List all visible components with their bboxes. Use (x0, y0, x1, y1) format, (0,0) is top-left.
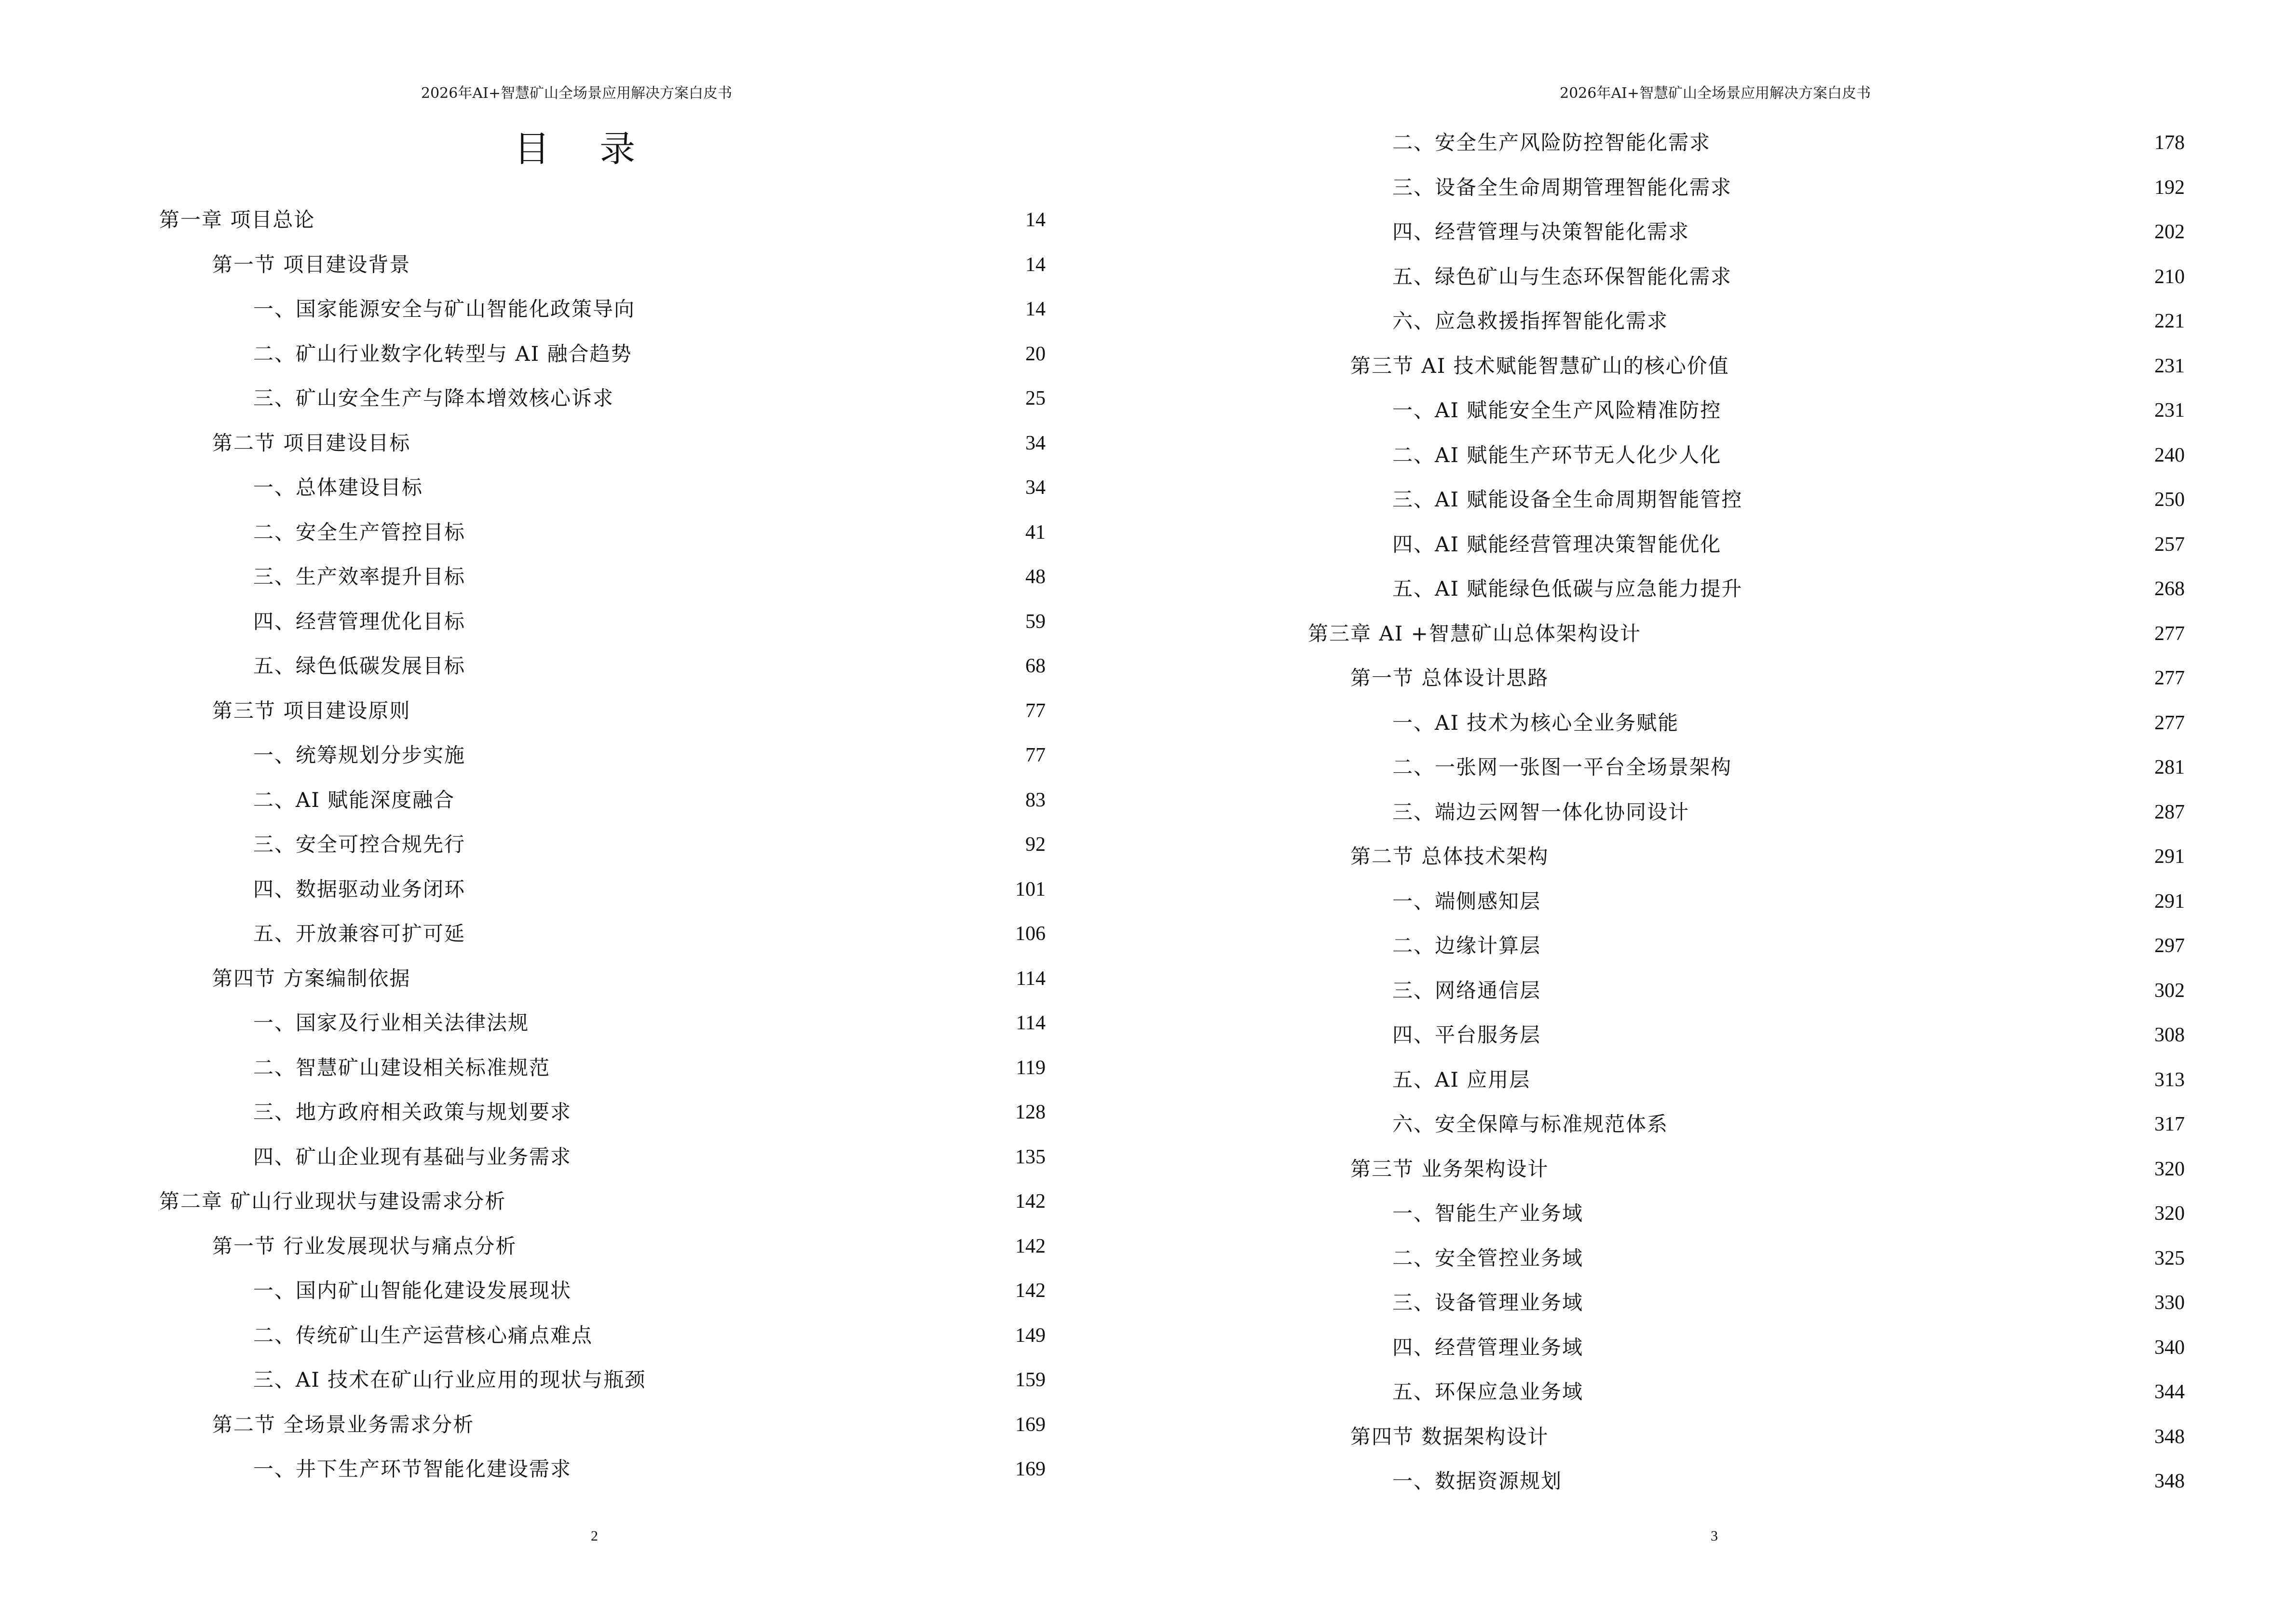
toc-entry-page-number: 169 (1015, 1413, 1046, 1436)
toc-entry-page-number: 14 (1025, 253, 1046, 276)
dot-leader (1553, 1156, 2148, 1183)
toc-entry-label: 六、应急救援指挥智能化需求 (1392, 309, 1669, 333)
toc-section-entry[interactable] (0, 421, 1046, 466)
toc-entry-label: 第一节 行业发展现状与痛点分析 (212, 1234, 517, 1258)
toc-entry-label: 二、传统矿山生产运营核心痛点难点 (253, 1323, 593, 1347)
dot-leader (1737, 754, 2148, 781)
toc-entry-page-number: 231 (2154, 399, 2185, 422)
toc-entry-page-number: 68 (1025, 655, 1046, 678)
toc-section-entry[interactable] (1144, 1415, 2185, 1460)
toc-subsection-entry[interactable] (1144, 1370, 2185, 1415)
dot-leader (1734, 353, 2148, 380)
toc-entry-page-number: 192 (2154, 176, 2185, 199)
dot-leader (1567, 1468, 2148, 1495)
dot-leader (576, 1456, 1008, 1483)
dot-leader (1737, 263, 2148, 290)
toc-subsection-entry[interactable] (1144, 924, 2185, 969)
toc-entry-label: 四、经营管理业务域 (1392, 1335, 1584, 1359)
toc-entry-label: 第三章 AI +智慧矿山总体架构设计 (1308, 621, 1641, 645)
toc-section-entry[interactable] (0, 243, 1046, 287)
toc-entry-page-number: 34 (1025, 477, 1046, 499)
toc-entry-label: 五、AI 赋能绿色低碳与应急能力提升 (1392, 577, 1743, 601)
dot-leader (1588, 1378, 2148, 1406)
toc-entry-label: 第三节 AI 技术赋能智慧矿山的核心价值 (1350, 354, 1729, 378)
toc-entry-label: 三、设备管理业务域 (1392, 1291, 1584, 1315)
toc-subsection-entry[interactable] (1144, 1102, 2185, 1147)
dot-leader (460, 787, 1019, 814)
dot-leader (1747, 486, 2148, 513)
dot-leader (1553, 1423, 2148, 1450)
toc-entry-label: 一、端侧感知层 (1392, 889, 1541, 913)
toc-entry-label: 第一节 总体设计思路 (1350, 666, 1549, 690)
dot-leader (1747, 575, 2148, 602)
toc-entry-label: 第三节 业务架构设计 (1350, 1157, 1549, 1181)
toc-subsection-entry[interactable] (1144, 433, 2185, 478)
toc-section-entry[interactable] (0, 956, 1046, 1001)
toc-subsection-entry[interactable] (1144, 1325, 2185, 1370)
toc-subsection-entry[interactable] (0, 376, 1046, 421)
toc-entry-label: 第二节 总体技术架构 (1350, 845, 1549, 869)
dot-leader (428, 474, 1019, 501)
toc-entry-page-number: 149 (1015, 1324, 1046, 1347)
toc-entry-label: 三、AI 赋能设备全生命周期智能管控 (1392, 488, 1743, 512)
toc-chapter-entry[interactable] (1144, 612, 2185, 656)
dot-leader (470, 563, 1019, 590)
toc-subsection-entry[interactable] (0, 867, 1046, 912)
toc-entry-label: 三、AI 技术在矿山行业应用的现状与瓶颈 (253, 1368, 646, 1392)
dot-leader (470, 653, 1019, 680)
right-page (1144, 0, 2287, 1624)
dot-leader (1546, 932, 2148, 959)
toc-entry-page-number: 106 (1015, 923, 1046, 945)
toc-entry-label: 五、AI 应用层 (1392, 1067, 1531, 1092)
toc-entry-page-number: 202 (2154, 221, 2185, 244)
toc-entry-label: 一、国家能源安全与矿山智能化政策导向 (253, 297, 636, 321)
page-number: 2 (591, 1528, 598, 1544)
toc-entry-label: 第二章 矿山行业现状与建设需求分析 (159, 1189, 506, 1214)
dot-leader (651, 1366, 1008, 1393)
toc-subsection-entry[interactable] (0, 1447, 1046, 1492)
toc-subsection-entry[interactable] (1144, 790, 2185, 835)
dot-leader (576, 1144, 1008, 1171)
toc-title: 目 录 (514, 128, 655, 170)
toc-entry-page-number: 320 (2154, 1158, 2185, 1180)
dot-leader (470, 876, 1008, 903)
toc-entry-label: 三、生产效率提升目标 (253, 565, 466, 589)
toc-entry-label: 四、平台服务层 (1392, 1023, 1541, 1047)
toc-entry-label: 第四节 数据架构设计 (1350, 1424, 1549, 1448)
toc-subsection-entry[interactable] (0, 600, 1046, 644)
toc-section-entry[interactable] (0, 1403, 1046, 1447)
toc-entry-label: 二、安全管控业务域 (1392, 1246, 1584, 1270)
toc-subsection-entry[interactable] (1144, 121, 2185, 165)
toc-entry-page-number: 20 (1025, 342, 1046, 365)
toc-entry-label: 三、网络通信层 (1392, 978, 1541, 1002)
toc-entry-page-number: 77 (1025, 744, 1046, 767)
toc-subsection-entry[interactable] (1144, 1058, 2185, 1103)
toc-subsection-entry[interactable] (0, 1358, 1046, 1403)
toc-entry-label: 一、总体建设目标 (253, 476, 423, 500)
toc-entry-page-number: 83 (1025, 789, 1046, 811)
running-header: 2026年AI+智慧矿山全场景应用解决方案白皮书 (1560, 85, 1871, 102)
dot-leader (1737, 174, 2148, 201)
toc-entry-page-number: 268 (2154, 578, 2185, 600)
toc-entry-label: 四、经营管理优化目标 (253, 609, 466, 633)
toc-subsection-entry[interactable] (1144, 701, 2185, 746)
toc-subsection-entry[interactable] (0, 778, 1046, 823)
dot-leader (470, 831, 1019, 858)
toc-entry-page-number: 340 (2154, 1336, 2185, 1359)
toc-list (0, 198, 1046, 1492)
toc-entry-page-number: 231 (2154, 355, 2185, 377)
toc-subsection-entry[interactable] (0, 465, 1046, 510)
toc-section-entry[interactable] (0, 689, 1046, 734)
dot-leader (511, 1188, 1008, 1215)
toc-entry-label: 四、AI 赋能经营管理决策智能优化 (1392, 532, 1722, 556)
toc-list (1144, 121, 2185, 1504)
toc-subsection-entry[interactable] (0, 912, 1046, 956)
dot-leader (1684, 710, 2148, 737)
toc-entry-label: 六、安全保障与标准规范体系 (1392, 1112, 1669, 1136)
dot-leader (1588, 1200, 2148, 1227)
toc-subsection-entry[interactable] (1144, 969, 2185, 1013)
dot-leader (1546, 888, 2148, 915)
page-number: 3 (1711, 1528, 1718, 1544)
toc-entry-label: 第一章 项目总论 (159, 208, 315, 232)
dot-leader (1553, 665, 2148, 692)
toc-entry-page-number: 320 (2154, 1202, 2185, 1225)
toc-entry-label: 三、矿山安全生产与降本增效核心诉求 (253, 386, 614, 410)
toc-entry-page-number: 291 (2154, 846, 2185, 868)
toc-entry-label: 三、端边云网智一体化协同设计 (1392, 800, 1690, 824)
dot-leader (1546, 977, 2148, 1004)
toc-subsection-entry[interactable] (1144, 388, 2185, 433)
dot-leader (555, 1054, 1009, 1081)
toc-entry-page-number: 210 (2154, 265, 2185, 288)
toc-entry-label: 二、安全生产管控目标 (253, 520, 466, 544)
toc-entry-label: 二、AI 赋能生产环节无人化少人化 (1392, 443, 1722, 467)
dot-leader (415, 430, 1019, 457)
toc-subsection-entry[interactable] (0, 287, 1046, 332)
dot-leader (1694, 799, 2148, 826)
toc-entry-label: 一、AI 赋能安全生产风险精准防控 (1392, 398, 1722, 423)
toc-subsection-entry[interactable] (0, 1001, 1046, 1046)
toc-entry-page-number: 59 (1025, 610, 1046, 633)
toc-subsection-entry[interactable] (0, 510, 1046, 555)
toc-entry-label: 第二节 项目建设目标 (212, 431, 411, 455)
dot-leader (1588, 1245, 2148, 1272)
toc-subsection-entry[interactable] (0, 1269, 1046, 1313)
dot-leader (534, 1010, 1009, 1037)
dot-leader (640, 296, 1019, 323)
toc-entry-label: 第三节 项目建设原则 (212, 698, 411, 723)
toc-subsection-entry[interactable] (1144, 745, 2185, 790)
toc-subsection-entry[interactable] (0, 1046, 1046, 1091)
toc-entry-page-number: 348 (2154, 1425, 2185, 1448)
toc-entry-page-number: 240 (2154, 444, 2185, 466)
toc-entry-page-number: 142 (1015, 1190, 1046, 1213)
toc-entry-page-number: 169 (1015, 1458, 1046, 1481)
toc-entry-page-number: 325 (2154, 1247, 2185, 1269)
toc-subsection-entry[interactable] (0, 822, 1046, 867)
dot-leader (415, 965, 1009, 992)
toc-entry-label: 五、绿色低碳发展目标 (253, 654, 466, 678)
toc-subsection-entry[interactable] (1144, 165, 2185, 210)
toc-entry-page-number: 41 (1025, 521, 1046, 544)
toc-chapter-entry[interactable] (0, 198, 1046, 243)
toc-subsection-entry[interactable] (1144, 478, 2185, 522)
toc-subsection-entry[interactable] (1144, 1013, 2185, 1058)
toc-entry-page-number: 34 (1025, 432, 1046, 454)
toc-subsection-entry[interactable] (1144, 1281, 2185, 1325)
dot-leader (470, 920, 1008, 947)
toc-entry-label: 第四节 方案编制依据 (212, 966, 411, 990)
toc-entry-page-number: 48 (1025, 566, 1046, 588)
toc-entry-page-number: 348 (2154, 1470, 2185, 1493)
toc-entry-page-number: 77 (1025, 699, 1046, 722)
toc-entry-page-number: 142 (1015, 1235, 1046, 1257)
toc-subsection-entry[interactable] (0, 332, 1046, 377)
dot-leader (1726, 442, 2148, 469)
toc-subsection-entry[interactable] (1144, 522, 2185, 567)
toc-entry-page-number: 317 (2154, 1113, 2185, 1136)
toc-entry-label: 一、AI 技术为核心全业务赋能 (1392, 710, 1679, 735)
toc-entry-label: 第二节 全场景业务需求分析 (212, 1412, 475, 1436)
toc-entry-page-number: 302 (2154, 979, 2185, 1002)
toc-entry-page-number: 221 (2154, 310, 2185, 333)
dot-leader (1588, 1334, 2148, 1361)
dot-leader (1535, 1066, 2148, 1093)
toc-entry-page-number: 308 (2154, 1024, 2185, 1047)
toc-entry-page-number: 92 (1025, 833, 1046, 856)
dot-leader (320, 206, 1019, 233)
toc-entry-page-number: 250 (2154, 489, 2185, 511)
dot-leader (619, 385, 1019, 412)
dot-leader (1715, 129, 2148, 156)
toc-entry-page-number: 142 (1015, 1280, 1046, 1302)
toc-subsection-entry[interactable] (0, 1313, 1046, 1358)
toc-entry-page-number: 281 (2154, 756, 2185, 779)
toc-entry-page-number: 297 (2154, 935, 2185, 957)
toc-subsection-entry[interactable] (0, 555, 1046, 600)
toc-entry-page-number: 344 (2154, 1381, 2185, 1404)
toc-section-entry[interactable] (1144, 656, 2185, 701)
toc-entry-page-number: 14 (1025, 298, 1046, 321)
toc-entry-label: 四、经营管理与决策智能化需求 (1392, 220, 1690, 244)
dot-leader (1726, 531, 2148, 558)
toc-entry-page-number: 14 (1025, 209, 1046, 232)
dot-leader (470, 742, 1019, 769)
toc-entry-label: 一、国内矿山智能化建设发展现状 (253, 1279, 572, 1303)
toc-entry-page-number: 287 (2154, 801, 2185, 823)
toc-entry-page-number: 101 (1015, 878, 1046, 901)
toc-entry-label: 三、地方政府相关政策与规划要求 (253, 1100, 572, 1124)
toc-entry-page-number: 277 (2154, 667, 2185, 690)
dot-leader (576, 1277, 1008, 1304)
toc-entry-page-number: 277 (2154, 711, 2185, 734)
toc-entry-label: 五、开放兼容可扩可延 (253, 922, 466, 946)
toc-section-entry[interactable] (0, 1224, 1046, 1269)
dot-leader (637, 341, 1019, 368)
toc-subsection-entry[interactable] (1144, 210, 2185, 255)
toc-entry-label: 三、设备全生命周期管理智能化需求 (1392, 175, 1732, 199)
dot-leader (1646, 620, 2148, 647)
dot-leader (470, 608, 1019, 635)
dot-leader (1546, 1022, 2148, 1049)
toc-entry-label: 一、井下生产环节智能化建设需求 (253, 1457, 572, 1481)
dot-leader (576, 1099, 1008, 1126)
toc-chapter-entry[interactable] (0, 1179, 1046, 1224)
toc-subsection-entry[interactable] (1144, 299, 2185, 344)
toc-entry-page-number: 119 (1016, 1056, 1046, 1079)
toc-entry-page-number: 257 (2154, 533, 2185, 556)
toc-entry-label: 第一节 项目建设背景 (212, 252, 411, 276)
dot-leader (1553, 843, 2148, 870)
dot-leader (479, 1411, 1008, 1438)
running-header: 2026年AI+智慧矿山全场景应用解决方案白皮书 (421, 85, 732, 102)
toc-section-entry[interactable] (1144, 1147, 2185, 1192)
toc-subsection-entry[interactable] (1144, 1236, 2185, 1281)
toc-entry-label: 四、矿山企业现有基础与业务需求 (253, 1145, 572, 1169)
toc-entry-label: 五、环保应急业务域 (1392, 1380, 1584, 1404)
toc-entry-page-number: 114 (1016, 967, 1046, 990)
toc-entry-label: 四、数据驱动业务闭环 (253, 877, 466, 901)
dot-leader (1588, 1289, 2148, 1316)
toc-entry-label: 一、智能生产业务域 (1392, 1201, 1584, 1226)
toc-subsection-entry[interactable] (1144, 1191, 2185, 1236)
dot-leader (521, 1233, 1008, 1260)
toc-subsection-entry[interactable] (1144, 1459, 2185, 1504)
toc-section-entry[interactable] (1144, 834, 2185, 879)
toc-entry-page-number: 128 (1015, 1101, 1046, 1124)
toc-entry-page-number: 135 (1015, 1146, 1046, 1168)
toc-section-entry[interactable] (1144, 344, 2185, 389)
toc-entry-page-number: 313 (2154, 1068, 2185, 1091)
toc-subsection-entry[interactable] (1144, 255, 2185, 300)
toc-entry-label: 一、统筹规划分步实施 (253, 743, 466, 767)
toc-entry-page-number: 159 (1015, 1369, 1046, 1392)
toc-entry-label: 五、绿色矿山与生态环保智能化需求 (1392, 264, 1732, 288)
toc-entry-label: 二、一张网一张图一平台全场景架构 (1392, 755, 1732, 779)
toc-subsection-entry[interactable] (0, 1090, 1046, 1135)
dot-leader (415, 697, 1019, 724)
toc-entry-label: 二、安全生产风险防控智能化需求 (1392, 131, 1711, 155)
toc-entry-page-number: 277 (2154, 622, 2185, 645)
dot-leader (1673, 1111, 2148, 1138)
toc-entry-label: 二、边缘计算层 (1392, 934, 1541, 958)
toc-subsection-entry[interactable] (0, 644, 1046, 689)
dot-leader (1673, 308, 2148, 335)
toc-subsection-entry[interactable] (0, 733, 1046, 778)
toc-entry-page-number: 25 (1025, 387, 1046, 410)
toc-entry-page-number: 291 (2154, 890, 2185, 913)
toc-entry-page-number: 114 (1016, 1012, 1046, 1035)
toc-entry-label: 二、智慧矿山建设相关标准规范 (253, 1055, 551, 1079)
toc-subsection-entry[interactable] (0, 1135, 1046, 1180)
toc-subsection-entry[interactable] (1144, 879, 2185, 924)
dot-leader (1694, 218, 2148, 246)
toc-entry-label: 二、AI 赋能深度融合 (253, 788, 455, 812)
dot-leader (415, 251, 1019, 278)
toc-entry-page-number: 178 (2154, 132, 2185, 154)
dot-leader (1726, 397, 2148, 424)
toc-entry-label: 三、安全可控合规先行 (253, 832, 466, 857)
dot-leader (470, 519, 1019, 546)
toc-entry-label: 一、数据资源规划 (1392, 1469, 1563, 1493)
toc-subsection-entry[interactable] (1144, 567, 2185, 612)
toc-entry-page-number: 330 (2154, 1292, 2185, 1314)
toc-entry-label: 一、国家及行业相关法律法规 (253, 1011, 530, 1035)
toc-entry-label: 二、矿山行业数字化转型与 AI 融合趋势 (253, 341, 632, 366)
dot-leader (598, 1322, 1008, 1349)
